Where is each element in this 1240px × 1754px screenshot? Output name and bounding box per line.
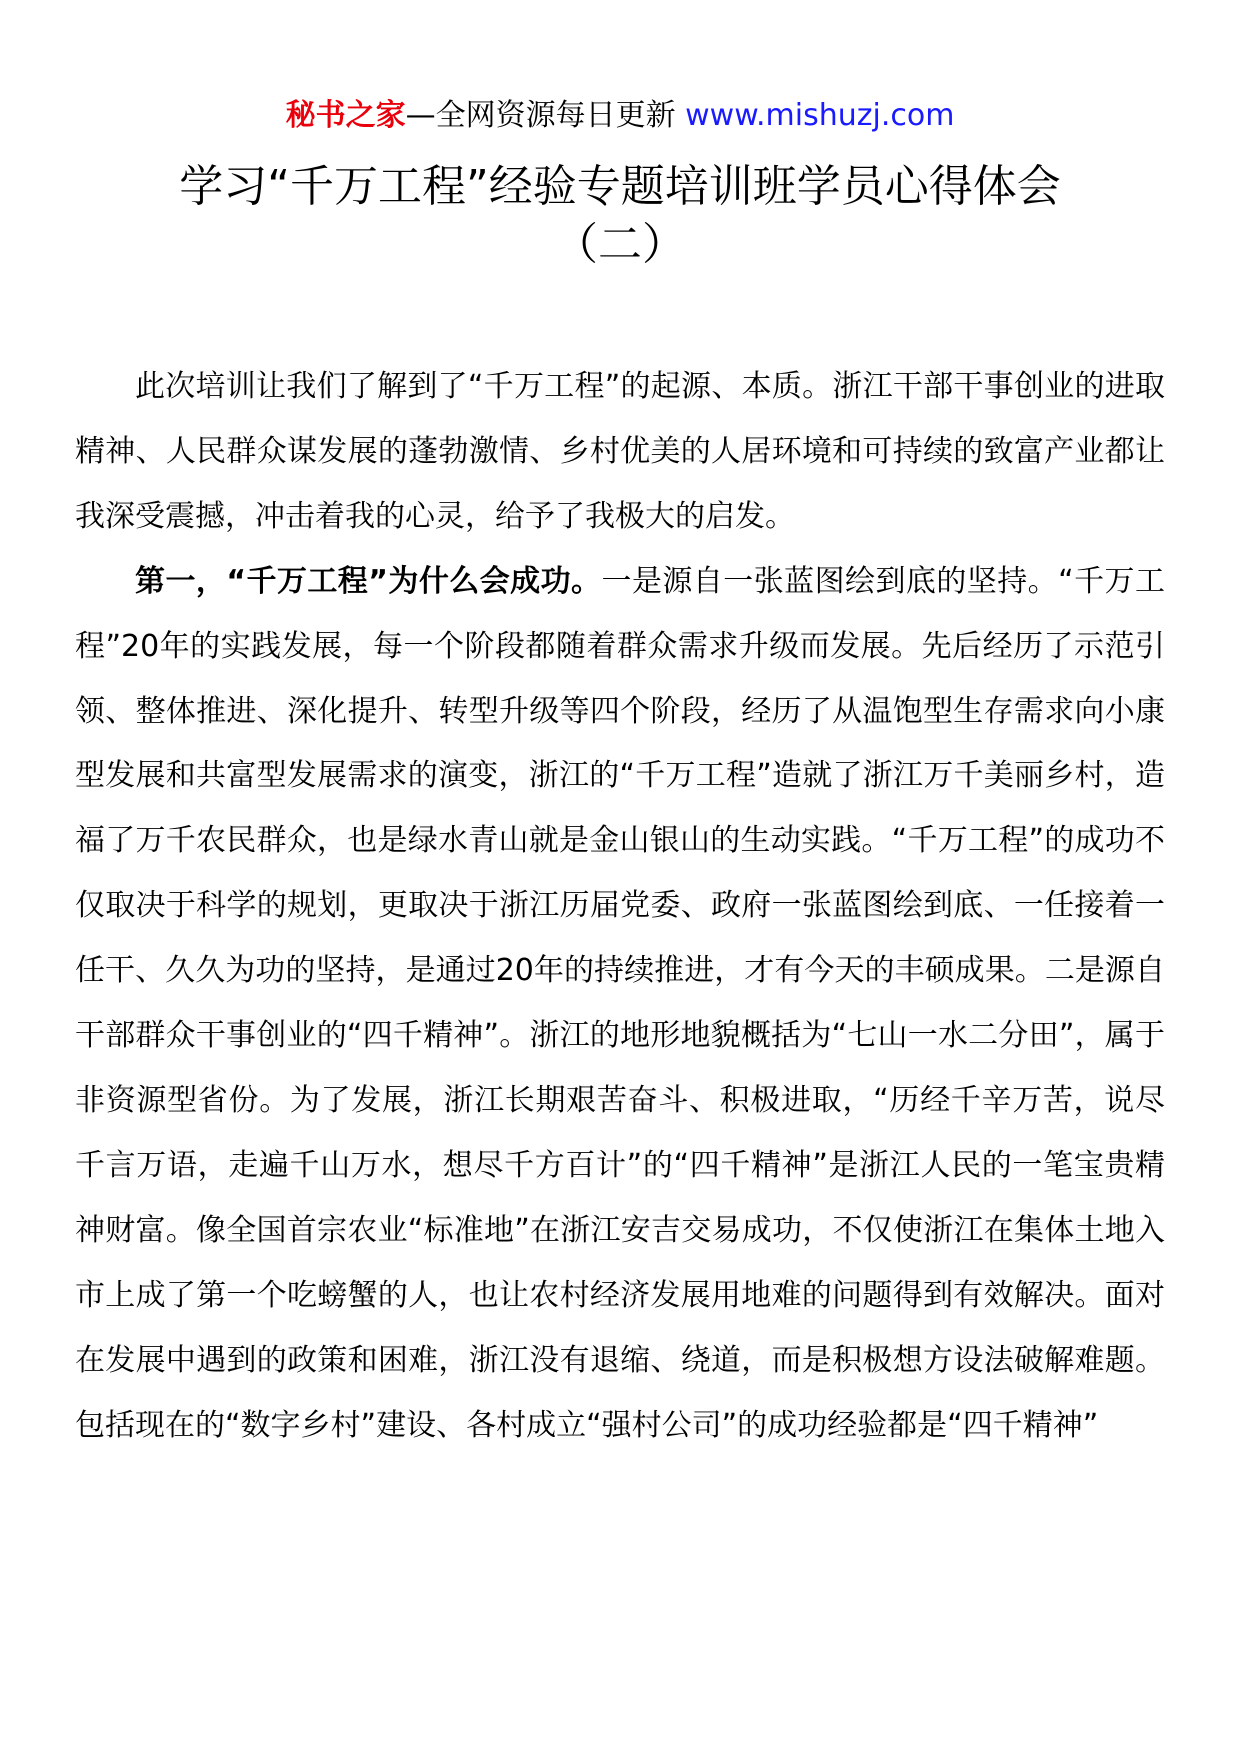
banner-tagline: —全网资源每日更新 — [405, 98, 686, 133]
document-body — [75, 355, 1165, 1458]
site-banner — [0, 96, 1240, 136]
paragraph-intro — [75, 355, 1165, 550]
paragraph-section-one — [75, 550, 1165, 1459]
paragraph-text: 此次培训让我们了解到了“千万工程”的起源、本质。浙江干部干事创业的进取精神、人民群众谋发展的蓬勃激情、乡村优美的人居环境和可持续的致富产业都让我深受震撼，冲击着我的心灵，给予了我极大的启发。 — [75, 369, 1165, 534]
title-line-sub: （二） — [554, 219, 686, 270]
paragraph-text: 一是源自一张蓝图绘到底的坚持。“千万工程”20年的实践发展，每一个阶段都随着群众需求升级而发展。先后经历了示范引领、整体推进、深化提升、转型升级等四个阶段，经历了从温饱型生存需求向小康型发展和共富型发展需求的演变，浙江的“千万工程”造就了浙江万千美丽乡村，造福了万千农民群众，也是绿水青山就是金山银山的生动实践。“千万工程”的成功不仅取决于科学的规划，更取决于浙江历届党委、政府一张蓝图绘到底、一任接着一任干、久久为功的坚持，是通过20年的持续推进，才有今天的丰硕成果。二是源自干部群众干事创业的“四千精神”。浙江的地形地貌概括为“七山一水二分田”，属于非资源型省份。为了发展，浙江长期艰苦奋斗、积极进取，“历经千辛万苦，说尽千言万语，走遍千山万水，想尽千方百计”的“四千精神”是浙江人民的一笔宝贵精神财富。像全国首宗农业“标准地”在浙江安吉交易成功，不仅使浙江在集体土地入市上成了第一个吃螃蟹的人，也让农村经济发展用地难的问题得到有效解决。面对在发展中遇到的政策和困难，浙江没有退缩、绕道，而是积极想方设法破解难题。包括现在的“数字乡村”建设、各村成立“强村公司”的成功经验都是“四千精神” — [75, 563, 1165, 1443]
section-heading: 第一，“千万工程”为什么会成功。 — [135, 563, 602, 599]
document-title — [60, 158, 1180, 274]
title-line-main: 学习“千万工程”经验专题培训班学员心得体会 — [179, 161, 1061, 212]
brand-name: 秘书之家 — [285, 98, 406, 133]
site-url-link[interactable]: www.mishuzj.com — [685, 98, 955, 133]
